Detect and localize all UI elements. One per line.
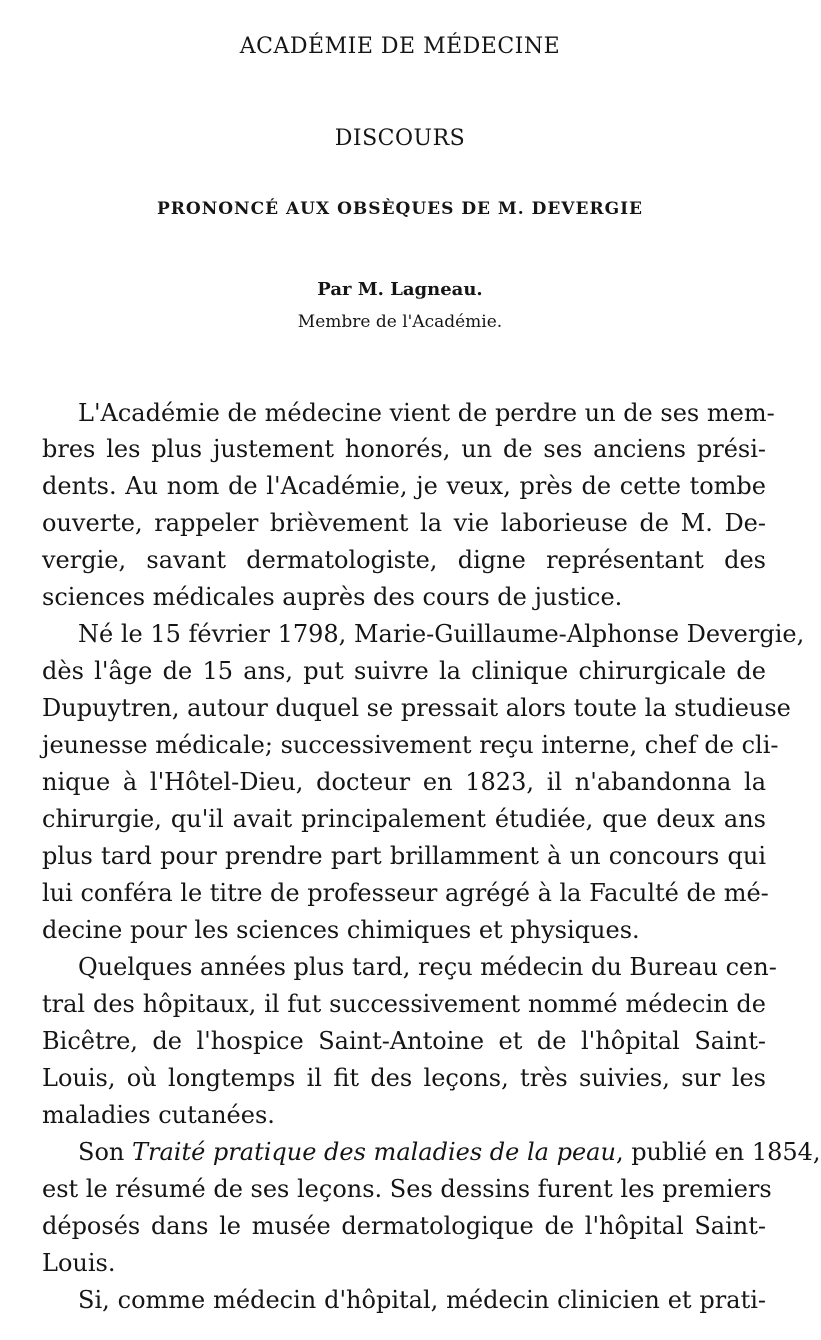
academy-heading: ACADÉMIE DE MÉDECINE: [239, 34, 561, 59]
speech-subtitle: PRONONCÉ AUX OBSÈQUES DE M. DEVERGIE: [156, 199, 643, 219]
body-line: Né le 15 février 1798, Marie-Guillaume-Alphonse Devergie,: [78, 620, 805, 648]
body-text: Son: [78, 1138, 132, 1166]
body-line: est le résumé de ses leçons. Ses dessins furent les premiers: [42, 1175, 772, 1203]
body-line: decine pour les sciences chimiques et physiques.: [42, 916, 640, 944]
body-line: Si, comme médecin d'hôpital, médecin clinicien et prati-: [78, 1286, 766, 1314]
body-line: déposés dans le musée dermatologique de l'hôpital Saint-: [42, 1212, 766, 1240]
author-role: Membre de l'Académie.: [297, 312, 503, 332]
body-line: bres les plus justement honorés, un de ses anciens prési-: [42, 435, 766, 463]
body-line: Dupuytren, autour duquel se pressait alors toute la studieuse: [42, 694, 791, 722]
body-line: lui conféra le titre de professeur agrégé à la Faculté de mé-: [42, 879, 769, 907]
body-line: vergie, savant dermatologiste, digne représentant des: [42, 546, 766, 574]
body-line: jeunesse médicale; successivement reçu interne, chef de cli-: [42, 731, 779, 759]
body-text: , publié en 1854,: [615, 1138, 821, 1166]
body-line: Louis.: [42, 1249, 116, 1277]
body-line: ouverte, rappeler brièvement la vie laborieuse de M. De-: [42, 509, 766, 537]
body-line: dents. Au nom de l'Académie, je veux, près de cette tombe: [42, 472, 766, 500]
discours-title: DISCOURS: [334, 126, 466, 151]
body-line: [42, 1137, 821, 1167]
body-line: Bicêtre, de l'hospice Saint-Antoine et de l'hôpital Saint-: [42, 1027, 766, 1055]
body-line: Louis, où longtemps il fit des leçons, très suivies, sur les: [42, 1064, 766, 1092]
body-line: L'Académie de médecine vient de perdre un de ses mem-: [78, 399, 775, 427]
body-line: nique à l'Hôtel-Dieu, docteur en 1823, il n'abandonna la: [42, 768, 766, 796]
body-line: maladies cutanées.: [42, 1101, 275, 1129]
book-title: Traité pratique des maladies de la peau: [131, 1138, 616, 1166]
body-line: plus tard pour prendre part brillamment à un concours qui: [42, 842, 766, 870]
body-line: sciences médicales auprès des cours de justice.: [42, 583, 623, 611]
body-line: chirurgie, qu'il avait principalement étudiée, que deux ans: [42, 805, 766, 833]
body-line: tral des hôpitaux, il fut successivement nommé médecin de: [42, 990, 766, 1018]
body-line: dès l'âge de 15 ans, put suivre la clinique chirurgicale de: [42, 657, 766, 685]
body-line: Quelques années plus tard, reçu médecin du Bureau cen-: [78, 953, 777, 981]
author-line: Par M. Lagneau.: [317, 279, 483, 300]
